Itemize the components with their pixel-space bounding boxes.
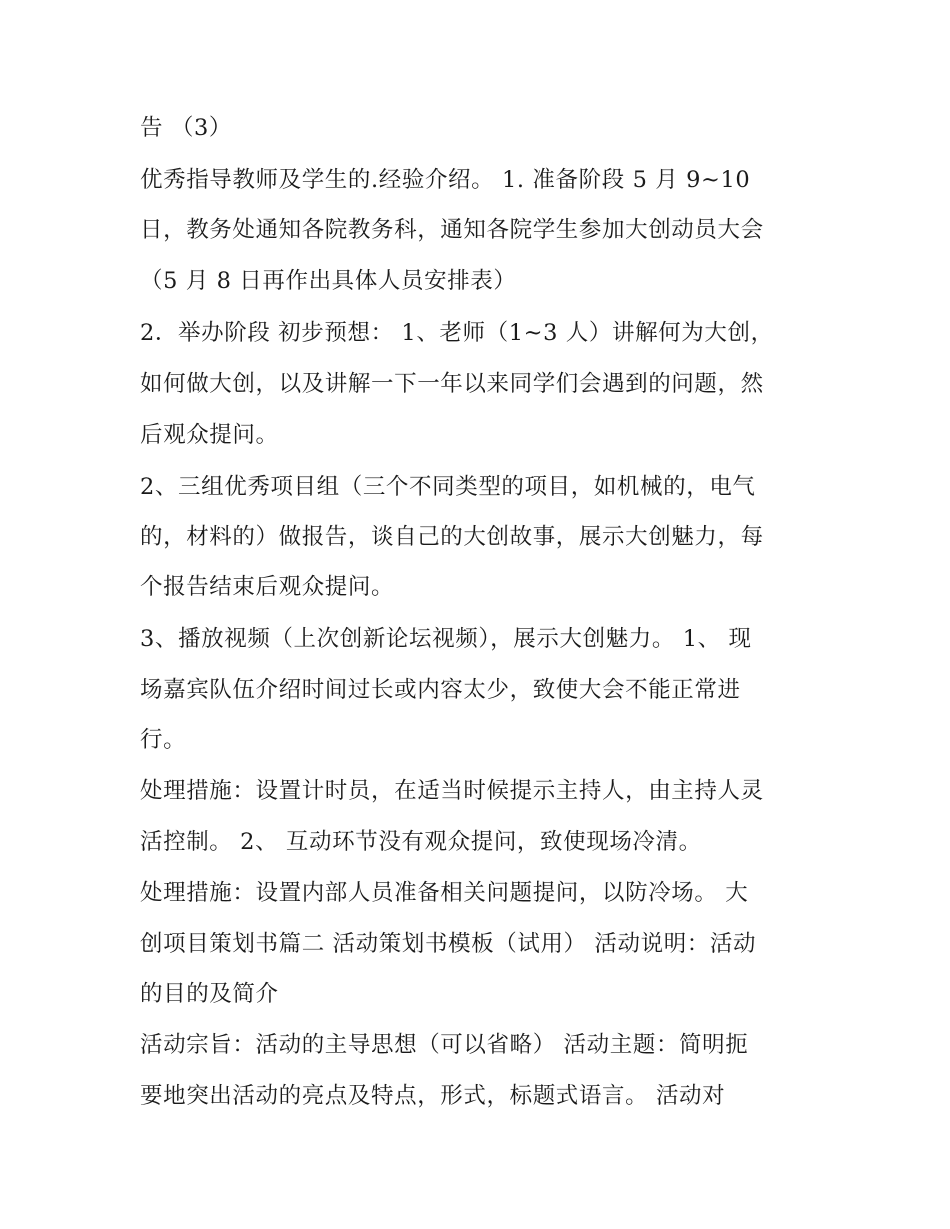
text-line: 活动宗旨：活动的主导思想（可以省略） 活动主题：简明扼 [140,1032,749,1058]
text-line: 处理措施：设置计时员，在适当时候提示主持人，由主持人灵 [140,778,764,804]
text-line: 要地突出活动的亮点及特点，形式，标题式语言。 活动对 [140,1083,726,1109]
text-line: 个报告结束后观众提问。 [140,574,395,600]
text-line: 行。 [140,727,187,753]
text-line: 日，教务处通知各院教务科，通知各院学生参加大创动员大会 [140,217,764,243]
text-line: 如何做大创，以及讲解一下一年以来同学们会遇到的问题，然 [140,371,764,397]
text-line: 场嘉宾队伍介绍时间过长或内容太少，致使大会不能正常进 [140,677,741,703]
text-line: 2．举办阶段 初步预想： 1、老师（1~3 人）讲解何为大创， [140,320,774,346]
text-line: 后观众提问。 [140,422,279,448]
text-line: 处理措施：设置内部人员准备相关问题提问，以防冷场。 大 [140,880,749,906]
text-line: 优秀指导教师及学生的.经验介绍。 1. 准备阶段 5 月 9~10 [140,167,751,193]
text-line: 的，材料的）做报告，谈自己的大创故事，展示大创魅力，每 [140,524,764,550]
text-line: 2、三组优秀项目组（三个不同类型的项目，如机械的，电气 [140,474,756,500]
text-line: 3、播放视频（上次创新论坛视频），展示大创魅力。 1、 现 [140,626,752,652]
text-line: 创项目策划书篇二 活动策划书模板（试用） 活动说明：活动 [140,931,757,957]
text-line: 告 （3） [140,115,232,141]
text-line: 活控制。 2、 互动环节没有观众提问，致使现场冷清。 [140,829,702,855]
text-line: 的目的及简介 [140,981,279,1007]
text-line: （5 月 8 日再作出具体人员安排表） [140,268,517,294]
